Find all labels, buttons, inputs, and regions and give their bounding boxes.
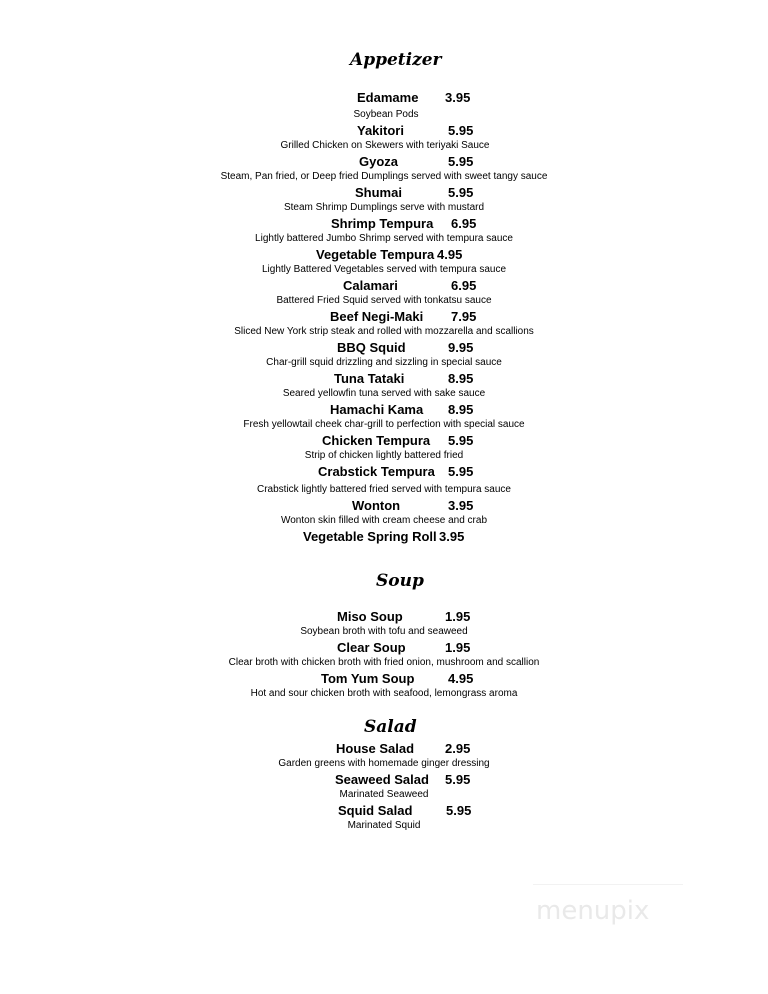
menu-item-description: Grilled Chicken on Skewers with teriyaki Sauce (280, 140, 490, 151)
menu-item-name: Vegetable Spring Roll (303, 529, 437, 544)
menu-item-description: Lightly battered Jumbo Shrimp served with tempura sauce (255, 233, 513, 244)
menu-item-description: Garden greens with homemade ginger dressing (278, 758, 490, 769)
menu-item-name: Yakitori (357, 123, 404, 138)
menu-item-name: House Salad (336, 741, 415, 756)
menu-item-description: Marinated Seaweed (339, 789, 429, 800)
menu-item-description: Strip of chicken lightly battered fried (304, 450, 464, 461)
menu-item-name: Hamachi Kama (330, 402, 424, 417)
menu-item-name: Clear Soup (337, 640, 406, 655)
menu-item-name: Crabstick Tempura (318, 464, 435, 479)
menu-item-price: 5.95 (446, 803, 472, 818)
menu-item-price: 5.95 (448, 433, 474, 448)
soup-heading: Soup (376, 571, 424, 591)
menu-item-name: Chicken Tempura (322, 433, 431, 448)
menu-item-name: Edamame (357, 90, 419, 105)
watermark-line (533, 884, 683, 885)
menu-item-price: 5.95 (448, 154, 474, 169)
menu-item-name: Calamari (343, 278, 398, 293)
menu-item-price: 6.95 (451, 216, 477, 231)
menu-item-name: Shumai (355, 185, 402, 200)
menu-item-description: Wonton skin filled with cream cheese and crab (280, 515, 488, 526)
menu-item-description: Hot and sour chicken broth with seafood, lemongrass aroma (250, 688, 518, 699)
watermark-logo: menupix (536, 896, 650, 926)
menu-item-price: 3.95 (448, 498, 474, 513)
menu-item-description: Lightly Battered Vegetables served with tempura sauce (261, 264, 507, 275)
menu-item-price: 6.95 (451, 278, 477, 293)
menu-item-name: Tom Yum Soup (321, 671, 415, 686)
menu-item-price: 5.95 (445, 772, 471, 787)
menu-item-price: 5.95 (448, 185, 474, 200)
menu-item-price: 7.95 (451, 309, 477, 324)
menu-item-name: Tuna Tataki (334, 371, 405, 386)
menu-item-name: Wonton (352, 498, 401, 513)
menu-item-price: 4.95 (437, 247, 463, 262)
menu-item-price: 8.95 (448, 402, 474, 417)
menu-item-price: 1.95 (445, 640, 471, 655)
menu-item-name: Beef Negi-Maki (330, 309, 424, 324)
menu-item-price: 5.95 (448, 123, 474, 138)
menu-item-price: 1.95 (445, 609, 471, 624)
menu-item-description: Char-grill squid drizzling and sizzling in special sauce (266, 357, 502, 368)
menu-item-description: Soybean broth with tofu and seaweed (300, 626, 468, 637)
appetizer-heading: Appetizer (350, 50, 442, 70)
menu-item-name: BBQ Squid (337, 340, 406, 355)
menu-item-price: 5.95 (448, 464, 474, 479)
menu-item-name: Gyoza (359, 154, 399, 169)
menu-item-name: Seaweed Salad (335, 772, 429, 787)
menu-item-description: Seared yellowfin tuna served with sake sauce (282, 388, 486, 399)
menu-item-description: Steam Shrimp Dumplings serve with mustard (283, 202, 485, 213)
menu-item-price: 2.95 (445, 741, 471, 756)
menu-item-name: Vegetable Tempura (316, 247, 435, 262)
menu-item-description: Crabstick lightly battered fried served with tempura sauce (256, 484, 512, 495)
menu-item-description: Steam, Pan fried, or Deep fried Dumplings served with sweet tangy sauce (220, 171, 548, 182)
menu-item-name: Miso Soup (337, 609, 403, 624)
menu-item-name: Shrimp Tempura (331, 216, 434, 231)
menu-item-price: 4.95 (448, 671, 474, 686)
menu-item-description: Soybean Pods (353, 109, 419, 120)
menu-item-description: Clear broth with chicken broth with fried onion, mushroom and scallion (228, 657, 540, 668)
menu-item-description: Battered Fried Squid served with tonkatsu sauce (276, 295, 492, 306)
menu-item-price: 3.95 (439, 529, 465, 544)
menu-item-name: Squid Salad (338, 803, 413, 818)
menu-item-description: Sliced New York strip steak and rolled with mozzarella and scallions (234, 326, 534, 337)
menu-item-description: Fresh yellowtail cheek char-grill to perfection with special sauce (243, 419, 525, 430)
menu-item-description: Marinated Squid (347, 820, 421, 831)
menu-item-price: 8.95 (448, 371, 474, 386)
salad-heading: Salad (364, 717, 417, 737)
menu-item-price: 9.95 (448, 340, 474, 355)
menu-item-price: 3.95 (445, 90, 471, 105)
